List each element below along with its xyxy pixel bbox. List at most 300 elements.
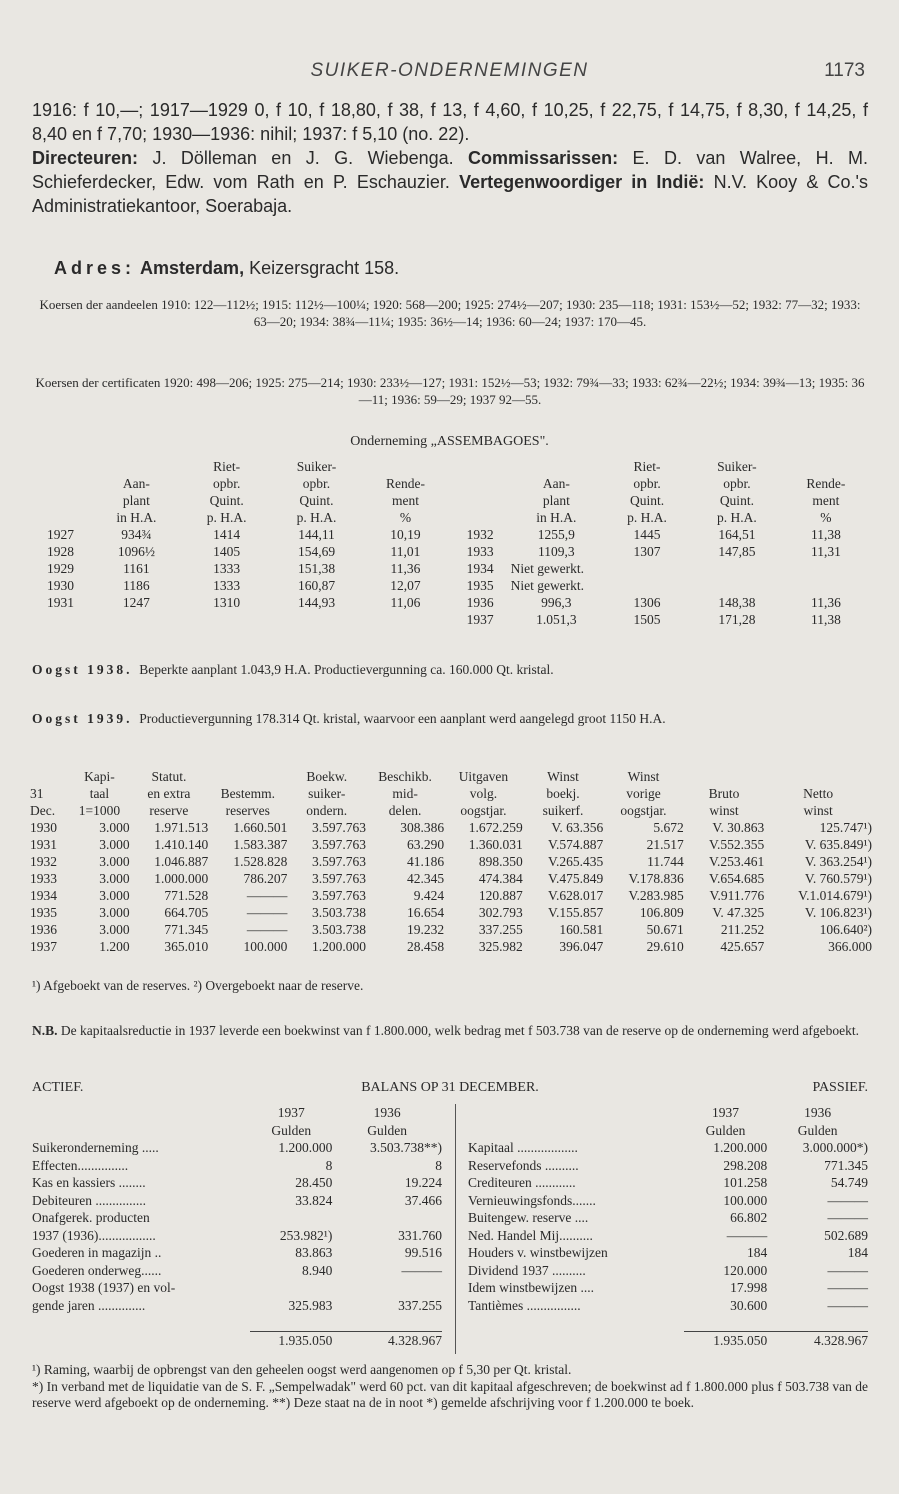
actief-item-label: Kas en kassiers ........ xyxy=(32,1175,146,1190)
production-cell: 1930 xyxy=(47,578,75,593)
production-cell: 1933 xyxy=(466,544,494,559)
financial-cell: V.475.849 xyxy=(547,871,604,886)
actief-total: 1.935.050 xyxy=(250,1332,332,1350)
financial-cell: 211.252 xyxy=(720,922,765,937)
passief-header-row xyxy=(468,1104,868,1122)
blank-cell xyxy=(468,1332,684,1350)
production-cell: 1255,9 xyxy=(537,527,575,542)
passief-row xyxy=(468,1262,868,1280)
production-header-cell xyxy=(361,458,449,475)
passief-label: PASSIEF. xyxy=(812,1080,868,1095)
production-header-cell xyxy=(511,458,603,475)
production-cell: 1333 xyxy=(213,561,241,576)
production-cell: 11,31 xyxy=(810,544,841,559)
financial-cell: 337.255 xyxy=(478,922,523,937)
financial-cell: 3.000 xyxy=(99,922,130,937)
financial-header-cell: Winst xyxy=(627,769,660,784)
directeuren: J. Dölleman en J. G. Wiebenga. xyxy=(152,148,454,168)
production-header-cell: p. H.A. xyxy=(627,510,667,525)
production-header-cell: % xyxy=(820,510,832,525)
actief-value-1936: 3.503.738**) xyxy=(370,1140,442,1155)
financial-row xyxy=(30,887,872,904)
passief-value-1936: ——— xyxy=(827,1210,868,1225)
passief-value-1937: 101.258 xyxy=(723,1175,768,1190)
financial-cell: V. 363.254¹) xyxy=(804,854,872,869)
production-header-cell xyxy=(30,475,91,492)
financial-cell: 100.000 xyxy=(243,939,288,954)
production-header-cell: Quint. xyxy=(299,493,334,508)
page-number: 1173 xyxy=(824,60,865,81)
spacer-cell xyxy=(32,1314,250,1332)
actief-header-row xyxy=(32,1104,442,1122)
production-cell: 164,51 xyxy=(718,527,756,542)
financial-cell: 1.360.031 xyxy=(468,837,523,852)
directeuren-label: Directeuren: xyxy=(32,148,139,168)
financial-cell: V.265.435 xyxy=(547,854,604,869)
financial-cell: 125.747¹) xyxy=(819,820,872,835)
financial-header-cell: Beschikb. xyxy=(378,769,432,784)
actief-value-1936: 99.516 xyxy=(404,1245,442,1260)
blank-cell xyxy=(468,1104,684,1122)
production-header-cell: in H.A. xyxy=(536,510,577,525)
production-header-cell xyxy=(30,492,91,509)
production-cell: 11,38 xyxy=(810,612,841,627)
production-cell: 1109,3 xyxy=(538,544,575,559)
blank-cell xyxy=(468,1122,684,1140)
production-header-cell xyxy=(450,475,511,492)
running-title: SUIKER-ONDERNEMINGEN xyxy=(310,60,589,81)
financial-header-cell: volg. xyxy=(469,786,498,801)
koersen-certificaten: Koersen der certificaten 1920: 498—206; 1925: 275—214; 1930: 233½—127; 1931: 152½—53; 1932: 79¾—33; 1933: 62¾—22½; 1934: 39¾—13; 1935: 36—11; 1936: 59—29; 1937 92—55. xyxy=(35,375,865,407)
financial-cell: V.253.461 xyxy=(708,854,765,869)
financial-cell: 1.583.387 xyxy=(233,837,288,852)
financial-cell: V. 63.356 xyxy=(551,820,604,835)
production-row xyxy=(30,560,870,577)
financial-header-cell: Dec. xyxy=(30,803,56,818)
passief-row xyxy=(468,1244,868,1262)
production-header-cell xyxy=(782,458,870,475)
production-cell: 1310 xyxy=(213,595,241,610)
financial-cell: 42.345 xyxy=(407,871,445,886)
financial-cell: V.911.776 xyxy=(709,888,765,903)
production-row xyxy=(30,543,870,560)
koersen-aandeelen: Koersen der aandeelen 1910: 122—112½; 1915: 112½—100¼; 1920: 568—200; 1925: 274½—207; 1930: 235—118; 1931: 153½—52; 1932: 77—32; 1933: 63—20; 1934: 38¾—11¼; 1935: 36½—14; 1936: 60—24; 1937: 170—45. xyxy=(39,297,861,329)
financial-cell: 3.000 xyxy=(99,871,130,886)
blank-cell xyxy=(32,1104,250,1122)
financial-table xyxy=(30,768,872,955)
production-header-cell: Quint. xyxy=(719,493,754,508)
financial-header-cell: winst xyxy=(709,803,739,818)
vertegenwoordiger-label: Vertegenwoordiger in Indië: xyxy=(459,172,705,192)
financial-row xyxy=(30,904,872,921)
oogst-1938-label: Oogst 1938. xyxy=(32,662,133,677)
financial-cell: 474.384 xyxy=(478,871,523,886)
actief-item-label: gende jaren .............. xyxy=(32,1297,146,1313)
production-header-cell: Riet- xyxy=(213,459,241,474)
actief-value-1937: 325.983 xyxy=(288,1297,333,1313)
production-header-cell xyxy=(91,458,182,475)
production-cell: 11,36 xyxy=(810,595,841,610)
financial-cell: 1933 xyxy=(30,871,57,886)
passief-value-1937: 184 xyxy=(746,1245,768,1260)
financial-header-cell: Kapi- xyxy=(84,769,115,784)
financial-cell: 16.654 xyxy=(407,905,445,920)
financial-cell: 3.597.763 xyxy=(312,820,367,835)
passief-row xyxy=(468,1157,868,1175)
production-cell: 996,3 xyxy=(541,595,572,610)
production-header-cell xyxy=(30,509,91,526)
spacer-row xyxy=(468,1314,868,1332)
passief-item-label: Idem winstbewijzen .... xyxy=(468,1280,594,1295)
production-cell: 1932 xyxy=(466,527,494,542)
oogst-1939-text: Productievergunning 178.314 Qt. kristal, waarvoor een aanplant werd aangelegd groot 1150 H.A. xyxy=(139,711,666,726)
nb-text: De kapitaalsreductie in 1937 leverde een boekwinst van f 1.800.000, welk bedrag met f 503.738 van de reserve op de onderneming werd afgeboekt. xyxy=(60,1023,859,1038)
production-row xyxy=(30,526,870,543)
note-paragraph: *) In verband met de liquidatie van de S. F. „Sempelwadak" werd 60 pct. van dit kapitaal afgeschreven; de boekwinst ad f 1.800.000 plus f 503.738 van de reserve werd afgeboekt op de onderneming. **) Deze staat na de in noot *) gemelde afschrijving voor f 1.200.000 te boek. xyxy=(32,1378,868,1410)
financial-cell: 664.705 xyxy=(164,905,209,920)
actief-item-label: Effecten............... xyxy=(32,1157,129,1173)
blank-cell xyxy=(32,1332,250,1350)
financial-cell: 1.660.501 xyxy=(233,820,288,835)
spacer-cell xyxy=(468,1314,684,1332)
financial-cell: 1.200.000 xyxy=(312,939,367,954)
financial-cell: 1.000.000 xyxy=(154,871,209,886)
production-cell: 11,38 xyxy=(810,527,841,542)
production-cell xyxy=(272,611,362,628)
financial-header-cell: mid- xyxy=(392,786,418,801)
actief-value-1937: 28.450 xyxy=(295,1175,333,1190)
production-cell: 1306 xyxy=(633,595,661,610)
production-cell: 144,93 xyxy=(297,595,336,610)
actief-value-1936: ——— xyxy=(401,1262,442,1278)
production-cell xyxy=(91,611,182,628)
passief-item-label: Tantièmes ................ xyxy=(468,1297,581,1313)
financial-cell: 1.971.513 xyxy=(154,820,209,835)
financial-cell: 63.290 xyxy=(407,837,445,852)
production-header-cell: plant xyxy=(122,493,150,508)
production-row xyxy=(30,577,870,594)
address xyxy=(54,258,399,279)
passief-row xyxy=(468,1209,868,1227)
production-cell: 12,07 xyxy=(390,578,421,593)
production-header-cell: Quint. xyxy=(629,493,665,508)
production-cell: 1936 xyxy=(466,595,494,610)
commissarissen-label: Commissarissen: xyxy=(468,148,619,168)
financial-cell: 3.597.763 xyxy=(312,871,367,886)
production-cell: 1445 xyxy=(633,527,661,542)
financial-cell: 1934 xyxy=(30,888,57,903)
production-cell: 1927 xyxy=(47,527,75,542)
company-intro xyxy=(32,98,868,218)
financial-cell: 771.345 xyxy=(164,922,209,937)
financial-header-cell xyxy=(30,768,69,785)
production-header-cell: opbr. xyxy=(302,476,331,491)
production-cell: 1307 xyxy=(633,544,661,559)
actief-item-label: Debiteuren ............... xyxy=(32,1192,146,1208)
actief-row xyxy=(32,1227,442,1245)
production-cell: 1937 xyxy=(466,612,494,627)
production-header-row xyxy=(30,458,870,475)
production-cell: 1161 xyxy=(123,561,150,576)
financial-cell: 1936 xyxy=(30,922,57,937)
passief-value-1936: ——— xyxy=(827,1297,868,1313)
dividend-history: 1916: f 10,—; 1917—1929 0, f 10, f 18,80, f 38, f 13, f 4,60, f 10,25, f 22,75, f 14,75, f 8,30, f 14,25, f 8,40 en f 7,70; 1930—1936: nihil; 1937: f 5,10 (no. 22). xyxy=(32,100,868,144)
actief-header-row xyxy=(32,1122,442,1140)
actief-unit-header: Gulden xyxy=(367,1122,408,1138)
spacer-row xyxy=(32,1314,442,1332)
passief-value-1937: 298.208 xyxy=(723,1157,768,1173)
passief-row xyxy=(468,1174,868,1192)
financial-cell: 308.386 xyxy=(400,820,445,835)
production-header-cell: opbr. xyxy=(723,476,751,491)
production-cell xyxy=(182,611,272,628)
financial-cell: 3.000 xyxy=(99,820,130,835)
financial-cell: 1935 xyxy=(30,905,57,920)
financial-header-cell xyxy=(764,768,872,785)
financial-cell: ——— xyxy=(246,888,288,903)
production-cell: 11,01 xyxy=(390,544,421,559)
financial-header-cell: Bruto xyxy=(708,786,740,801)
production-header-cell: p. H.A. xyxy=(296,510,337,525)
financial-header-cell: vorige xyxy=(626,786,661,801)
passief-item-label: Dividend 1937 .......... xyxy=(468,1262,586,1278)
actief-row xyxy=(32,1139,442,1157)
financial-cell: 5.672 xyxy=(653,820,684,835)
actief-total: 4.328.967 xyxy=(332,1332,442,1350)
financial-header-cell: delen. xyxy=(388,803,422,818)
passief-value-1937: ——— xyxy=(726,1227,768,1243)
financial-cell: 3.000 xyxy=(99,905,130,920)
actief-row xyxy=(32,1297,442,1315)
actief-value-1936: 19.224 xyxy=(404,1175,442,1190)
financial-header-cell: suikerf. xyxy=(542,803,584,818)
financial-cell: V.654.685 xyxy=(708,871,765,886)
actief-row xyxy=(32,1244,442,1262)
financial-header-cell: reserve xyxy=(149,803,189,818)
actief-row xyxy=(32,1209,442,1227)
passief-row xyxy=(468,1227,868,1245)
financial-header-cell: suiker- xyxy=(308,786,346,801)
actief-label: ACTIEF. xyxy=(32,1080,84,1095)
financial-cell: 1.672.259 xyxy=(468,820,523,835)
production-cell: 1928 xyxy=(47,544,75,559)
passief-value-1936: ——— xyxy=(827,1280,868,1295)
production-header-cell: Quint. xyxy=(209,493,244,508)
production-header-cell: Rende- xyxy=(385,476,425,491)
financial-header-cell: 1=1000 xyxy=(78,803,121,818)
production-header-cell: Riet- xyxy=(633,459,661,474)
financial-cell: 1.046.887 xyxy=(154,854,209,869)
production-header-cell: ment xyxy=(391,493,419,508)
production-cell: Niet gewerkt. xyxy=(510,561,585,576)
production-cell: 1505 xyxy=(633,612,661,627)
financial-header-cell: reserves xyxy=(225,803,270,818)
passief-item-label: Kapitaal .................. xyxy=(468,1140,578,1155)
financial-header-cell: boekj. xyxy=(546,786,580,801)
production-cell: 144,11 xyxy=(298,527,335,542)
financial-cell: V.574.887 xyxy=(547,837,604,852)
financial-header-row xyxy=(30,768,872,785)
financial-cell: 3.503.738 xyxy=(312,922,367,937)
actief-item-label: Goederen in magazijn .. xyxy=(32,1245,162,1260)
actief-value-1936: 331.760 xyxy=(398,1227,442,1243)
adres-street: Keizersgracht 158. xyxy=(249,258,400,278)
financial-cell: 425.657 xyxy=(720,939,765,954)
production-header-cell: plant xyxy=(542,493,570,508)
financial-cell: 302.793 xyxy=(478,905,523,920)
passief-total-row xyxy=(468,1332,868,1350)
financial-header-row xyxy=(30,785,872,802)
passief-year-header: 1937 xyxy=(712,1105,739,1120)
production-cell: 1934 xyxy=(466,561,494,576)
balance-title: BALANS OP 31 DECEMBER. xyxy=(361,1080,539,1095)
production-cell: 1096½ xyxy=(117,544,155,559)
actief-value-1937: 8.940 xyxy=(301,1262,333,1278)
actief-value-1936 xyxy=(332,1279,442,1297)
production-header-cell: Aan- xyxy=(542,476,570,491)
production-cell: 11,06 xyxy=(390,595,421,610)
financial-header-cell: oogstjar. xyxy=(460,803,507,818)
financial-cell: V. 106.823¹) xyxy=(804,905,872,920)
production-cell: 1247 xyxy=(122,595,150,610)
financial-header-cell: oogstjar. xyxy=(620,803,667,818)
balance-actief-table xyxy=(32,1104,442,1350)
financial-row xyxy=(30,870,872,887)
passief-value-1936: 54.749 xyxy=(830,1175,868,1190)
financial-cell: 106.809 xyxy=(639,905,684,920)
financial-row xyxy=(30,819,872,836)
financial-cell: V.1.014.679¹) xyxy=(798,888,872,903)
actief-item-label: Onafgerek. producten xyxy=(32,1210,150,1225)
nb-label: N.B. xyxy=(32,1023,58,1038)
production-header-cell: Suiker- xyxy=(717,459,757,474)
production-row xyxy=(30,594,870,611)
balance-notes xyxy=(32,1362,868,1412)
production-header-row xyxy=(30,475,870,492)
financial-footnote: ¹) Afgeboekt van de reserves. ²) Overgeboekt naar de reserve. xyxy=(32,978,364,993)
financial-header-cell: taal xyxy=(89,786,110,801)
financial-header-cell xyxy=(208,768,287,785)
actief-item-label: Oogst 1938 (1937) en vol- xyxy=(32,1280,176,1295)
financial-cell: 771.528 xyxy=(164,888,209,903)
production-cell xyxy=(30,611,91,628)
oogst-1939 xyxy=(32,710,868,727)
financial-cell: 160.581 xyxy=(559,922,604,937)
production-cell: 171,28 xyxy=(718,612,756,627)
financial-row xyxy=(30,938,872,955)
production-header-cell: opbr. xyxy=(212,476,241,491)
actief-value-1937: 83.863 xyxy=(295,1245,333,1260)
actief-item-label: Suikeronderneming ..... xyxy=(32,1140,159,1155)
financial-header-cell: Bestemm. xyxy=(220,786,275,801)
financial-cell: 1.410.140 xyxy=(154,837,209,852)
financial-row xyxy=(30,853,872,870)
production-cell: 934¾ xyxy=(121,527,152,542)
production-cell: 1929 xyxy=(47,561,75,576)
note-paragraph: ¹) Raming, waarbij de opbrengst van den geheelen oogst werd aangenomen op f 5,30 per Qt. kristal. xyxy=(32,1362,572,1377)
financial-cell: 1937 xyxy=(30,939,57,954)
page-header xyxy=(0,60,899,86)
actief-year-header: 1937 xyxy=(277,1105,305,1120)
financial-cell: 3.000 xyxy=(99,854,130,869)
financial-cell: 365.010 xyxy=(164,939,209,954)
financial-cell: 3.597.763 xyxy=(312,888,367,903)
production-cell: 1405 xyxy=(213,544,241,559)
financial-cell: 9.424 xyxy=(413,888,445,903)
financial-cell: V.552.355 xyxy=(708,837,765,852)
financial-header-cell: en extra xyxy=(147,786,191,801)
production-header-cell xyxy=(30,458,91,475)
financial-cell: V. 47.325 xyxy=(712,905,765,920)
production-cell: 10,19 xyxy=(390,527,421,542)
production-cell: 1.051,3 xyxy=(536,612,577,627)
passief-value-1936: 502.689 xyxy=(824,1227,868,1243)
adres-city: Amsterdam, xyxy=(140,258,245,278)
actief-value-1937: 8 xyxy=(325,1157,333,1173)
financial-cell: 19.232 xyxy=(407,922,445,937)
production-cell: 1931 xyxy=(47,595,75,610)
passief-year-header: 1936 xyxy=(804,1105,832,1120)
passief-row xyxy=(468,1279,868,1297)
production-cell: 1186 xyxy=(123,578,150,593)
passief-value-1937: 66.802 xyxy=(730,1210,768,1225)
actief-value-1937 xyxy=(250,1209,332,1227)
financial-cell: 41.186 xyxy=(407,854,445,869)
financial-cell: 1932 xyxy=(30,854,57,869)
financial-cell: 120.887 xyxy=(478,888,523,903)
passief-item-label: Reservefonds .......... xyxy=(468,1157,579,1173)
passief-value-1937: 17.998 xyxy=(730,1280,768,1295)
financial-cell: 396.047 xyxy=(559,939,604,954)
financial-header-cell: Netto xyxy=(803,786,834,801)
production-header-cell: opbr. xyxy=(633,476,661,491)
financial-cell: 1930 xyxy=(30,820,57,835)
production-header-cell xyxy=(450,458,511,475)
financial-cell: 106.640²) xyxy=(819,922,872,937)
production-header-cell: Aan- xyxy=(122,476,150,491)
passief-value-1936: 184 xyxy=(847,1245,868,1260)
oogst-1939-label: Oogst 1939. xyxy=(32,711,133,726)
financial-cell: 898.350 xyxy=(478,854,523,869)
oogst-1938-text: Beperkte aanplant 1.043,9 H.A. Productievergunning ca. 160.000 Qt. kristal. xyxy=(139,662,554,677)
passief-value-1936: 3.000.000*) xyxy=(802,1140,868,1155)
financial-cell: V.155.857 xyxy=(547,905,604,920)
balance-passief-table xyxy=(468,1104,868,1350)
financial-cell: 50.671 xyxy=(646,922,684,937)
financial-cell: 3.000 xyxy=(99,888,130,903)
vertegenwoordiger: N.V. Kooy & Co.'s Administratiekantoor, Soerabaja. xyxy=(32,172,868,216)
production-header-row xyxy=(30,509,870,526)
passief-value-1937: 1.200.000 xyxy=(713,1140,768,1155)
production-header-cell: p. H.A. xyxy=(206,510,247,525)
production-header-cell: Rende- xyxy=(806,476,846,491)
production-header-cell xyxy=(450,509,511,526)
actief-item-label: Goederen onderweg...... xyxy=(32,1262,162,1278)
financial-cell: 366.000 xyxy=(828,939,872,954)
production-title: Onderneming „ASSEMBAGOES". xyxy=(350,434,549,449)
financial-header-cell: ondern. xyxy=(306,803,348,818)
financial-cell: 29.610 xyxy=(646,939,684,954)
actief-row xyxy=(32,1157,442,1175)
financial-header-cell: Boekw. xyxy=(306,769,348,784)
production-cell: 147,85 xyxy=(718,544,756,559)
actief-item-label: 1937 (1936)................. xyxy=(32,1227,156,1243)
actief-value-1937: 33.824 xyxy=(295,1192,333,1208)
passief-item-label: Vernieuwingsfonds....... xyxy=(468,1192,596,1208)
financial-header-cell xyxy=(684,768,764,785)
financial-cell: 3.597.763 xyxy=(312,854,367,869)
production-header-cell: Suiker- xyxy=(296,459,337,474)
